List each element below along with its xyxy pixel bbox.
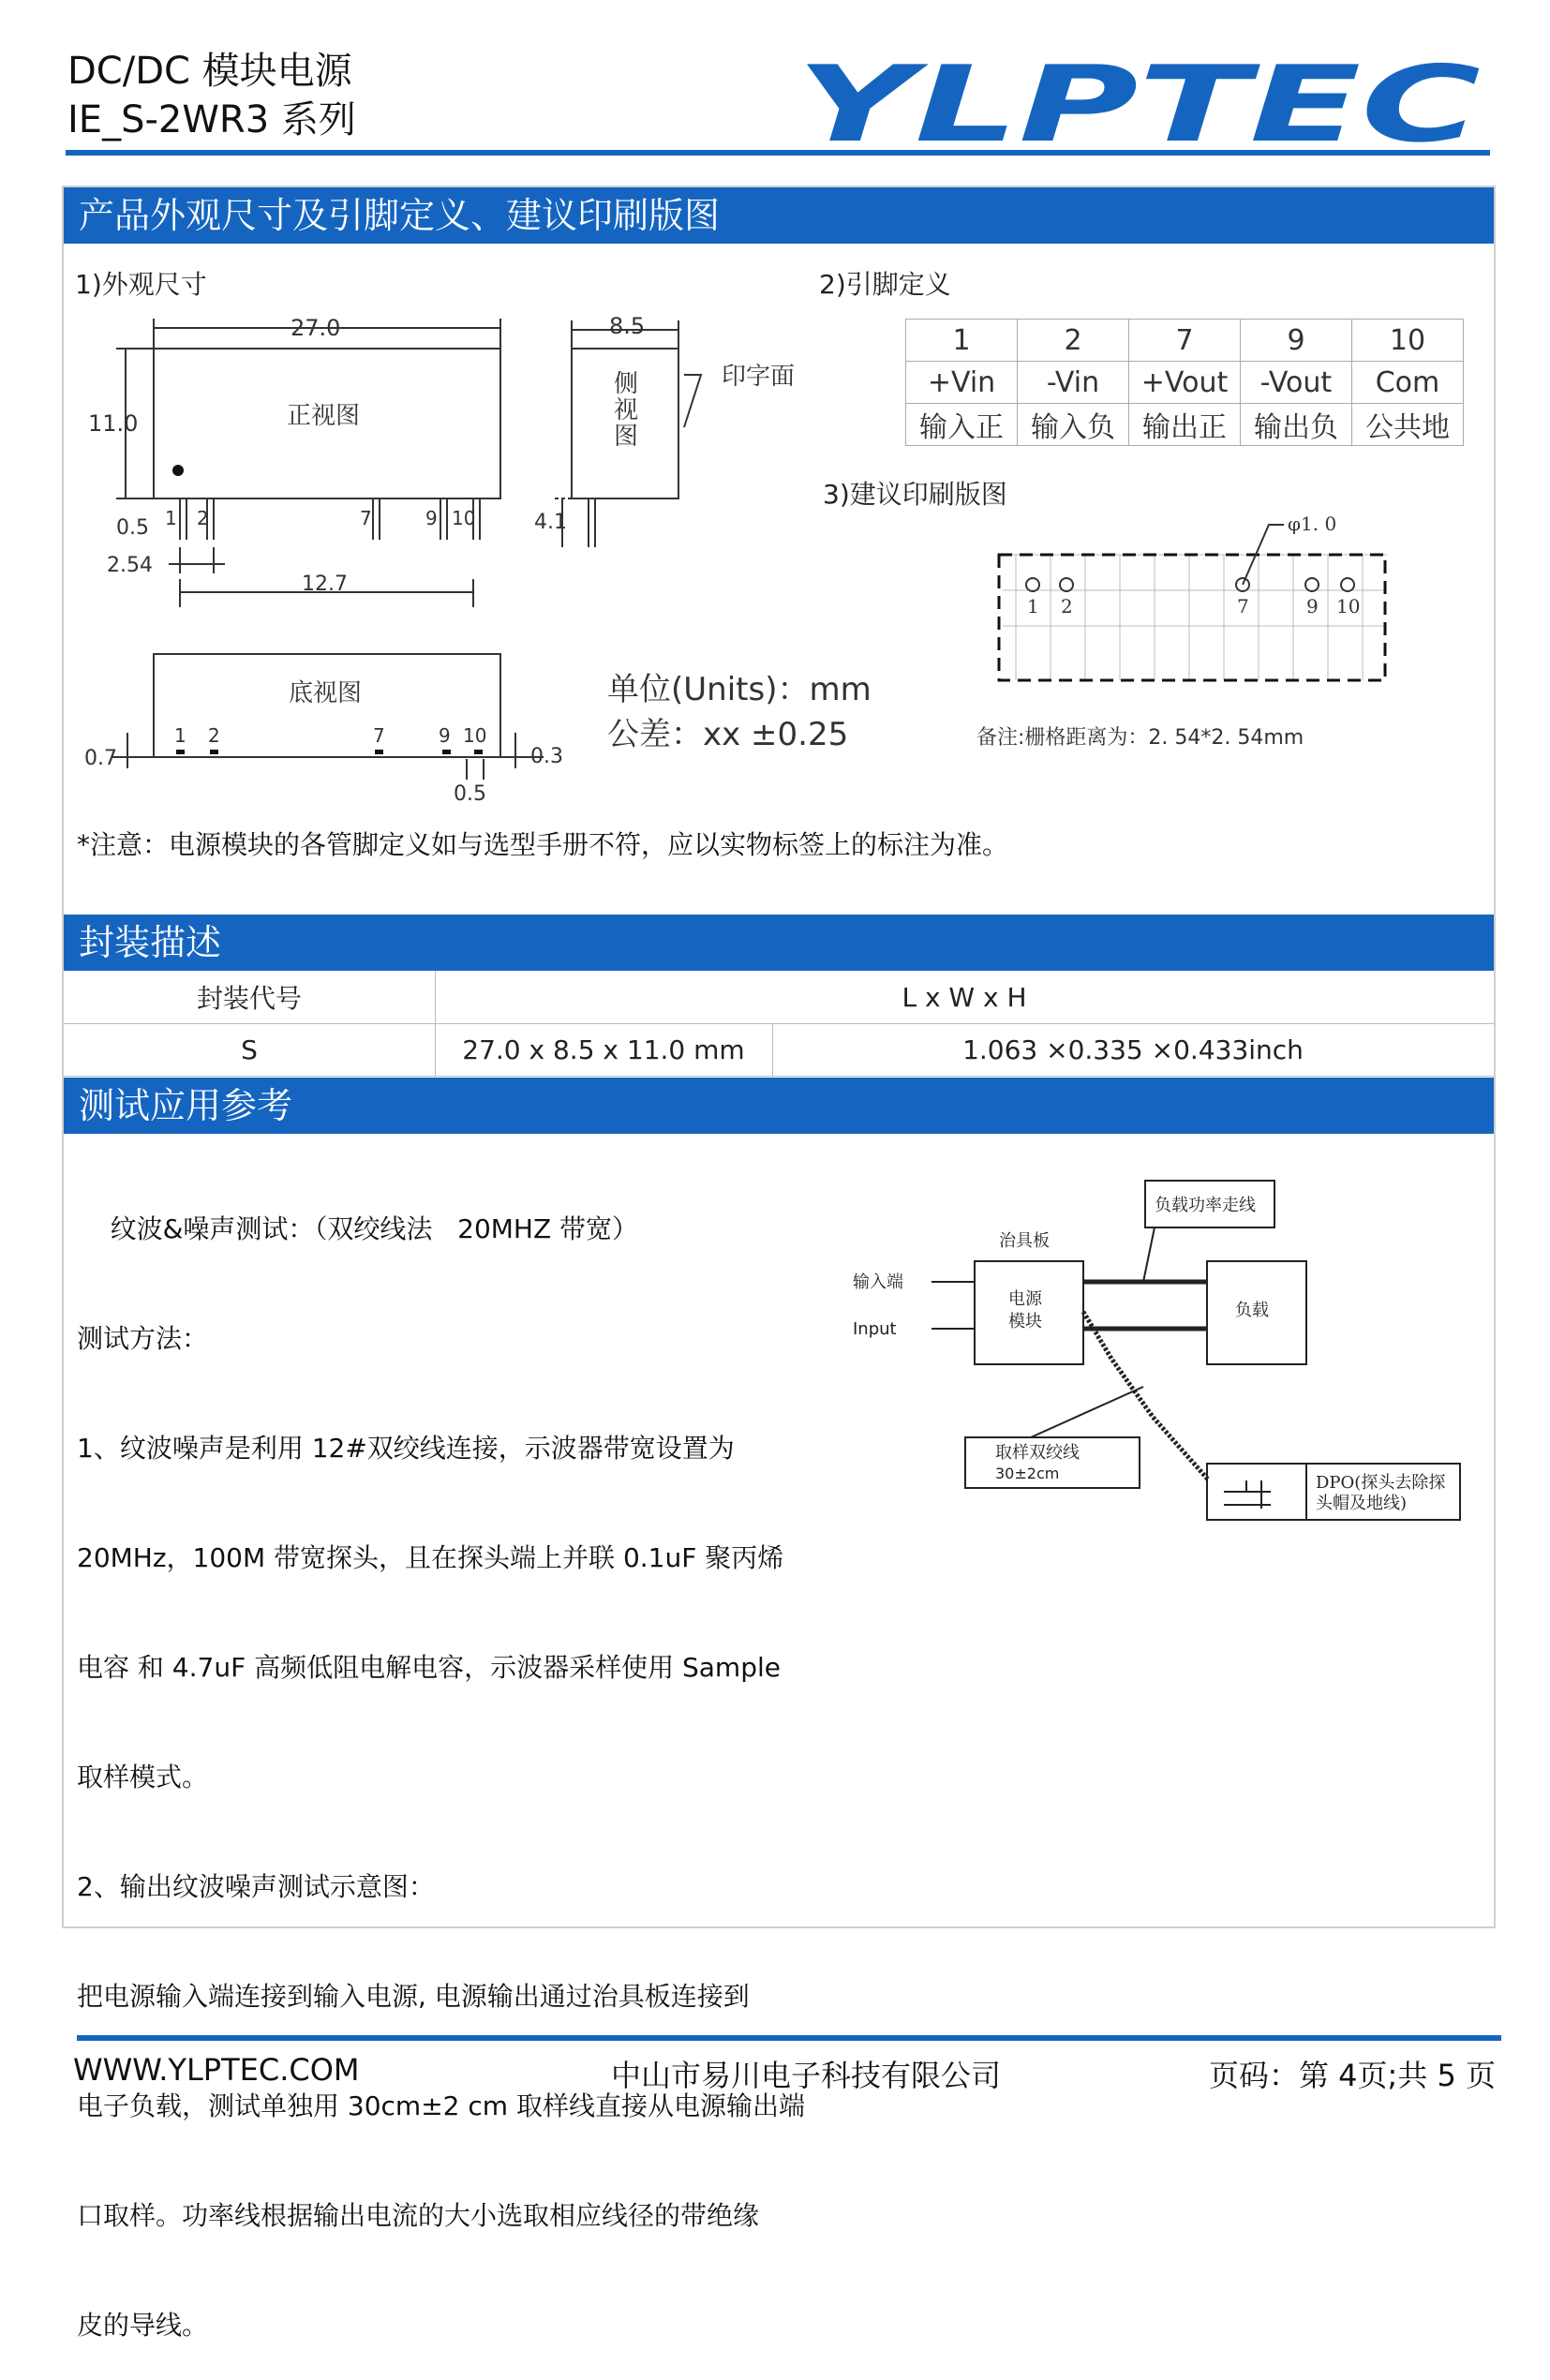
pcb-pin-2: 2 (1061, 595, 1073, 617)
module-label-2: 模块 (1008, 1312, 1042, 1331)
dim-height: 11.0 (88, 410, 139, 437)
bottom-pin-2: 2 (208, 724, 220, 747)
outline-label: 1)外观尺寸 (75, 269, 207, 300)
footer-rule (77, 2035, 1501, 2041)
bottom-pin-9: 9 (439, 724, 451, 747)
pin-desc-2: 输入负 (1018, 404, 1129, 446)
dim-length: 27.0 (291, 315, 341, 341)
footer-website[interactable]: WWW.YLPTEC.COM (73, 2052, 360, 2088)
pcb-layout-drawing (993, 497, 1406, 703)
test-line: 20MHz，100M 带宽探头，且在探头端上并联 0.1uF 聚丙烯 (77, 1542, 784, 1573)
footer-company: 中山市易川电子科技有限公司 (611, 2058, 1002, 2093)
pin-desc-9: 输出负 (1241, 404, 1352, 446)
test-line: 电子负载，测试单独用 30cm±2 cm 取样线直接从电源输出端 (77, 2090, 805, 2121)
front-pin-1: 1 (165, 507, 177, 529)
dim-bottom-pin: 0.5 (454, 782, 486, 806)
document-title: DC/DC 模块电源 (67, 50, 352, 93)
logo-text: YLPTEC (797, 54, 1481, 148)
col-dimensions: L x W x H (902, 981, 1027, 1013)
dim-bottom-left: 0.7 (84, 747, 117, 770)
pin-num-1: 1 (906, 320, 1018, 362)
dim-bottom-right: 0.3 (530, 745, 563, 768)
front-pin-10: 10 (452, 507, 476, 529)
test-line: 皮的导线。 (77, 2310, 209, 2341)
front-view-label: 正视图 (287, 402, 361, 430)
bottom-pin-1: 1 (174, 724, 186, 747)
test-line: 纹波&噪声测试：（双绞线法 20MHZ 带宽） (77, 1213, 639, 1244)
ylptec-logo (797, 54, 1490, 148)
pin-desc-row (906, 404, 1464, 446)
pin-name-7: +Vout (1129, 362, 1241, 404)
pin-num-9: 9 (1241, 320, 1352, 362)
pin-number-row (906, 320, 1464, 362)
pin-num-10: 10 (1352, 320, 1464, 362)
test-line: 把电源输入端连接到输入电源, 电源输出通过治具板连接到 (77, 1981, 750, 2012)
pcb-grid-note: 备注:栅格距离为：2. 54*2. 54mm (976, 726, 1304, 750)
pcb-pin-10: 10 (1336, 595, 1361, 617)
tolerance-label: 公差：xx ±0.25 (607, 716, 849, 753)
print-face-label: 印字面 (722, 363, 796, 391)
module-label-1: 电源 (1008, 1289, 1042, 1309)
test-line: 1、纹波噪声是利用 12#双绞线连接，示波器带宽设置为 (77, 1433, 735, 1464)
ripple-test-diagram (843, 1171, 1481, 1537)
pin-name-10: Com (1352, 362, 1464, 404)
test-line: 取样模式。 (77, 1762, 209, 1792)
load-line-label: 负载功率走线 (1155, 1196, 1256, 1215)
front-pin-2: 2 (197, 507, 209, 529)
pin-desc-1: 输入正 (906, 404, 1018, 446)
dim-pitch: 2.54 (107, 554, 153, 577)
input-en-label: Input (853, 1319, 897, 1339)
package-data-row (64, 1023, 1494, 1077)
side-view-label: 侧视图 (613, 370, 638, 451)
front-pin-9: 9 (425, 507, 438, 529)
section-title-package: 封装描述 (64, 915, 1494, 971)
section-title-dimensions: 产品外观尺寸及引脚定义、建议印刷版图 (64, 187, 1494, 244)
package-header-row (64, 971, 1494, 1024)
footer-page-number: 页码：第 4页;共 5 页 (1209, 2058, 1497, 2093)
pin-num-7: 7 (1129, 320, 1241, 362)
package-code: S (64, 1023, 436, 1076)
header-rule (66, 150, 1490, 156)
twisted-pair-label-1: 取样双绞线 (995, 1443, 1080, 1463)
package-mm: 27.0 x 8.5 x 11.0 mm (435, 1023, 773, 1076)
units-label: 单位(Units)：mm (607, 671, 872, 708)
pin-name-row (906, 362, 1464, 404)
pin-name-2: -Vin (1018, 362, 1129, 404)
package-inch: 1.063 ×0.335 ×0.433inch (962, 1034, 1304, 1065)
pcb-pin-9: 9 (1306, 595, 1319, 617)
col-package-code: 封装代号 (64, 971, 436, 1023)
test-line: 2、输出纹波噪声测试示意图： (77, 1871, 435, 1902)
pcb-layout-label: 3)建议印刷版图 (823, 479, 1007, 510)
pin-desc-7: 输出正 (1129, 404, 1241, 446)
pcb-hole-label: φ1. 0 (1288, 513, 1337, 535)
pin-name-9: -Vout (1241, 362, 1352, 404)
pcb-pin-1: 1 (1027, 595, 1039, 617)
test-line: 口取样。功率线根据输出电流的大小选取相应线径的带绝缘 (77, 2200, 760, 2231)
dim-width: 8.5 (609, 313, 646, 339)
pin-notice: *注意：电源模块的各管脚定义如与选型手册不符，应以实物标签上的标注为准。 (77, 829, 1009, 860)
test-line: 测试方法： (77, 1323, 209, 1354)
pin-definition-label: 2)引脚定义 (819, 269, 951, 300)
bottom-pin-7: 7 (373, 724, 385, 747)
test-line: 电容 和 4.7uF 高频低阻电解电容，示波器采样使用 Sample (77, 1652, 781, 1683)
pin-definition-table (905, 319, 1464, 446)
dpo-label-2: 头帽及地线) (1316, 1494, 1408, 1513)
section-title-test: 测试应用参考 (64, 1078, 1494, 1134)
bottom-view-label: 底视图 (289, 679, 363, 707)
test-description (77, 1138, 827, 2380)
pin-num-2: 2 (1018, 320, 1129, 362)
front-pin-7: 7 (360, 507, 372, 529)
dim-pin-diameter: 0.5 (116, 516, 149, 540)
input-cn-label: 输入端 (853, 1272, 903, 1292)
series-name: IE_S-2WR3 系列 (67, 98, 356, 141)
pin-name-1: +Vin (906, 362, 1018, 404)
load-label: 负载 (1235, 1301, 1269, 1320)
dpo-label-1: DPO(探头去除探 (1316, 1473, 1446, 1493)
pin-desc-10: 公共地 (1352, 404, 1464, 446)
dim-span: 12.7 (302, 573, 348, 596)
fixture-label: 治具板 (999, 1231, 1050, 1251)
pcb-pin-7: 7 (1237, 595, 1249, 617)
twisted-pair-label-2: 30±2cm (995, 1465, 1060, 1482)
dim-pin-length: 4.1 (534, 511, 567, 534)
bottom-pin-10: 10 (463, 724, 487, 747)
